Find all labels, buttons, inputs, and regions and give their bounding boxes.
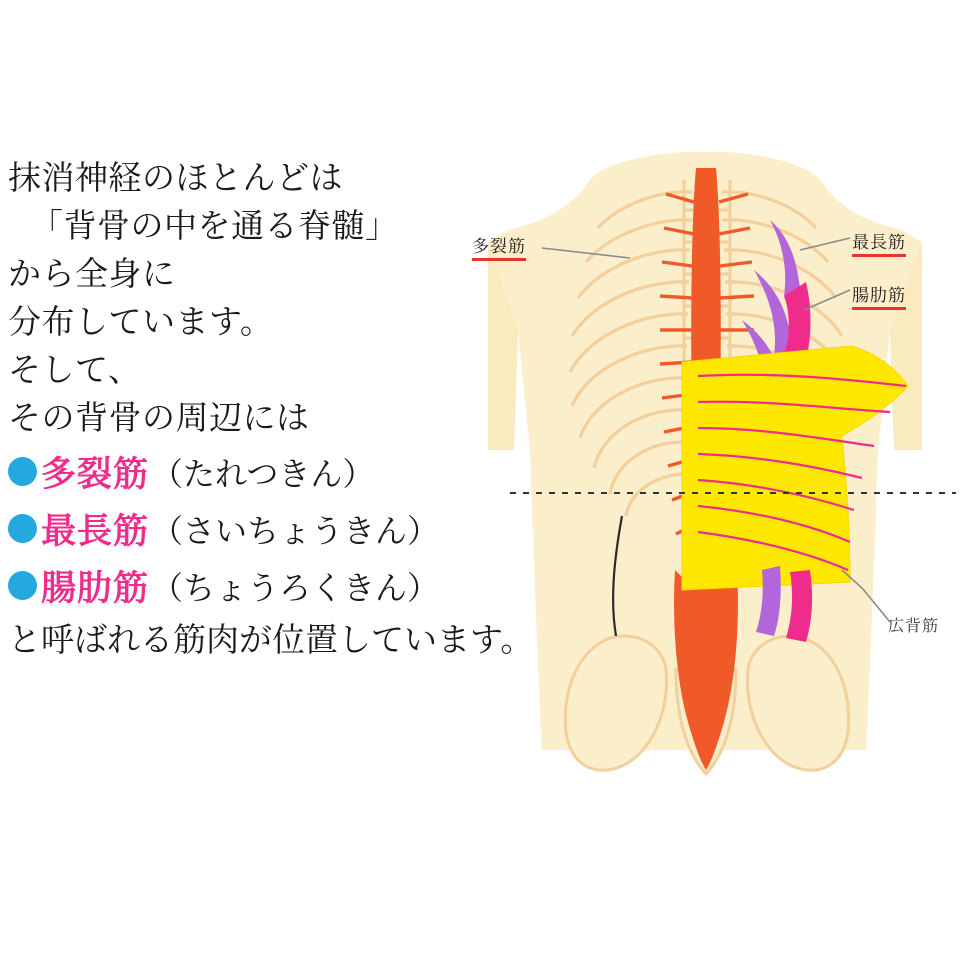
muscle-reading-iliocostalis: （ちょうろくきん） [151, 569, 440, 606]
bullet-dot-icon [8, 457, 37, 486]
closing-text: と呼ばれる筋肉が位置しています。 [8, 623, 534, 659]
callout-label-multifidus: 多裂筋 [472, 232, 526, 261]
muscle-name-longissimus: 最長筋 [41, 511, 150, 551]
text-line-2: 「背骨の中を通る脊髄」 [30, 209, 399, 245]
text-line-1: 抹消神経のほとんどは [8, 161, 343, 197]
muscle-bullet-multifidus [8, 443, 478, 500]
text-line-3: から全身に [8, 257, 176, 293]
muscle-bullet-longissimus [8, 500, 478, 557]
bullet-dot-icon [8, 571, 37, 600]
muscle-name-multifidus: 多裂筋 [41, 454, 150, 494]
muscle-bullet-iliocostalis [8, 557, 478, 614]
text-line-6: その背骨の周辺には [8, 401, 310, 437]
text-line-4: 分布しています。 [8, 305, 274, 341]
bullet-dot-icon [8, 514, 37, 543]
muscle-reading-longissimus: （さいちょうきん） [151, 512, 440, 549]
callout-label-latissimus-dorsi: 広背筋 [888, 618, 940, 635]
explanatory-text-block [8, 155, 534, 664]
muscle-name-iliocostalis: 腸肋筋 [41, 568, 150, 608]
muscle-reading-multifidus: （たれつきん） [151, 455, 375, 492]
text-line-5: そして、 [8, 353, 142, 389]
callout-label-iliocostalis: 腸肋筋 [852, 281, 906, 310]
callout-label-longissimus: 最長筋 [852, 228, 906, 257]
